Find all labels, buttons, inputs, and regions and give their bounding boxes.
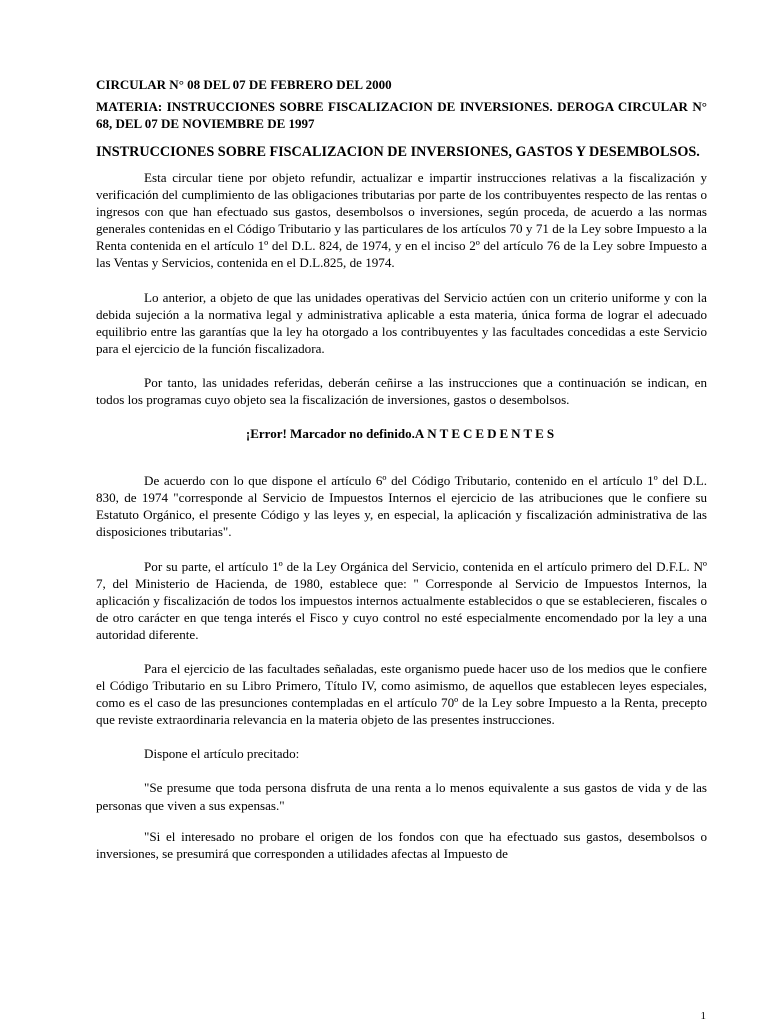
quote-paragraph-1: "Se presume que toda persona disfruta de una renta a lo menos equivalente a sus gastos de vida y de las personas que viven a sus expensas." (96, 780, 707, 813)
antecedentes-paragraph-2: Por su parte, el artículo 1º de la Ley Orgánica del Servicio, contenida en el artículo primero del D.F.L. Nº 7, del Ministerio de Hacienda, de 1980, establece que: " Corresponde al Servicio de Impuestos Internos, la aplicación y fiscalización de todos los impuestos internos actualmente establecidos o que se establecieren, fiscales o de otro carácter en que tenga interés el Fisco y cuyo control no esté especialmente encomendado por la ley a una autoridad diferente. (96, 558, 707, 642)
document-title: INSTRUCCIONES SOBRE FISCALIZACION DE INVERSIONES, GASTOS Y DESEMBOLSOS. (96, 144, 700, 160)
bookmark-error-text: ¡Error! Marcador no definido. (245, 426, 415, 442)
antecedentes-paragraph-3: Para el ejercicio de las facultades señaladas, este organismo puede hacer uso de los medios que le confiere el Código Tributario en su Libro Primero, Título IV, como asimismo, de aquellos que establecen leyes especiales, como es el caso de las presunciones contempladas en el artículo 70º de la Ley sobre Impuesto a la Renta, precepto que reviste extraordinaria relevancia en la materia objeto de las presentes instrucciones. (96, 660, 707, 728)
circular-heading: CIRCULAR N° 08 DEL 07 DE FEBRERO DEL 2000 (96, 77, 392, 92)
materia-heading: MATERIA: INSTRUCCIONES SOBRE FISCALIZACION DE INVERSIONES. DEROGA CIRCULAR N° 68, DEL 07 DE NOVIEMBRE DE 1997 (96, 99, 707, 131)
intro-paragraph-1: Esta circular tiene por objeto refundir, actualizar e impartir instrucciones relativas a la fiscalización y verificación del cumplimiento de las obligaciones tributarias por parte de los contribuyentes respecto de las rentas o ingresos con que han efectuado sus gastos, desembolsos o inversiones, según proceda, de acuerdo a las normas generales contenidas en el Código Tributario y las particulares de los artículos 70 y 71 de la Ley sobre Impuesto a la Renta contenida en el artículo 1º del D.L. 824, de 1974, y en el inciso 2º del artículo 76 de la Ley sobre Impuesto a las Ventas y Servicios, contenida en el D.L.825, de 1974. (96, 170, 707, 271)
intro-paragraph-3: Por tanto, las unidades referidas, deberán ceñirse a las instrucciones que a continuación se indican, en todos los programas cuyo objeto sea la fiscalización de inversiones, gastos o desembolsos. (96, 374, 707, 408)
document-page (96, 76, 707, 876)
antecedentes-paragraph-4: Dispone el artículo precitado: (144, 746, 300, 762)
section-heading (96, 425, 707, 442)
intro-paragraph-2: Lo anterior, a objeto de que las unidades operativas del Servicio actúen con un criterio uniforme y con la debida sujeción a la normativa legal y administrativa aplicable a esta materia, única forma de lograr el adecuado equilibrio entre las garantías que la ley ha otorgado a los contribuyentes y las facultades concedidas a este Servicio para el ejercicio de la función fiscalizadora. (96, 289, 707, 356)
page-number: 1 (700, 1010, 706, 1022)
antecedentes-heading: ANTECEDENTES (414, 426, 558, 442)
antecedentes-paragraph-1: De acuerdo con lo que dispone el artículo 6º del Código Tributario, contenido en el artículo 1º del D.L. 830, de 1974 "corresponde al Servicio de Impuestos Internos el ejercicio de las atribuciones que le confiere su Estatuto Orgánico, el presente Código y las leyes y, en especial, la aplicación y fiscalización administrativa de las disposiciones tributarias". (96, 473, 707, 540)
quote-paragraph-2: "Si el interesado no probare el origen de los fondos con que ha efectuado sus gastos, desembolsos o inversiones, se presumirá que corresponden a utilidades afectas al Impuesto de (96, 828, 707, 861)
